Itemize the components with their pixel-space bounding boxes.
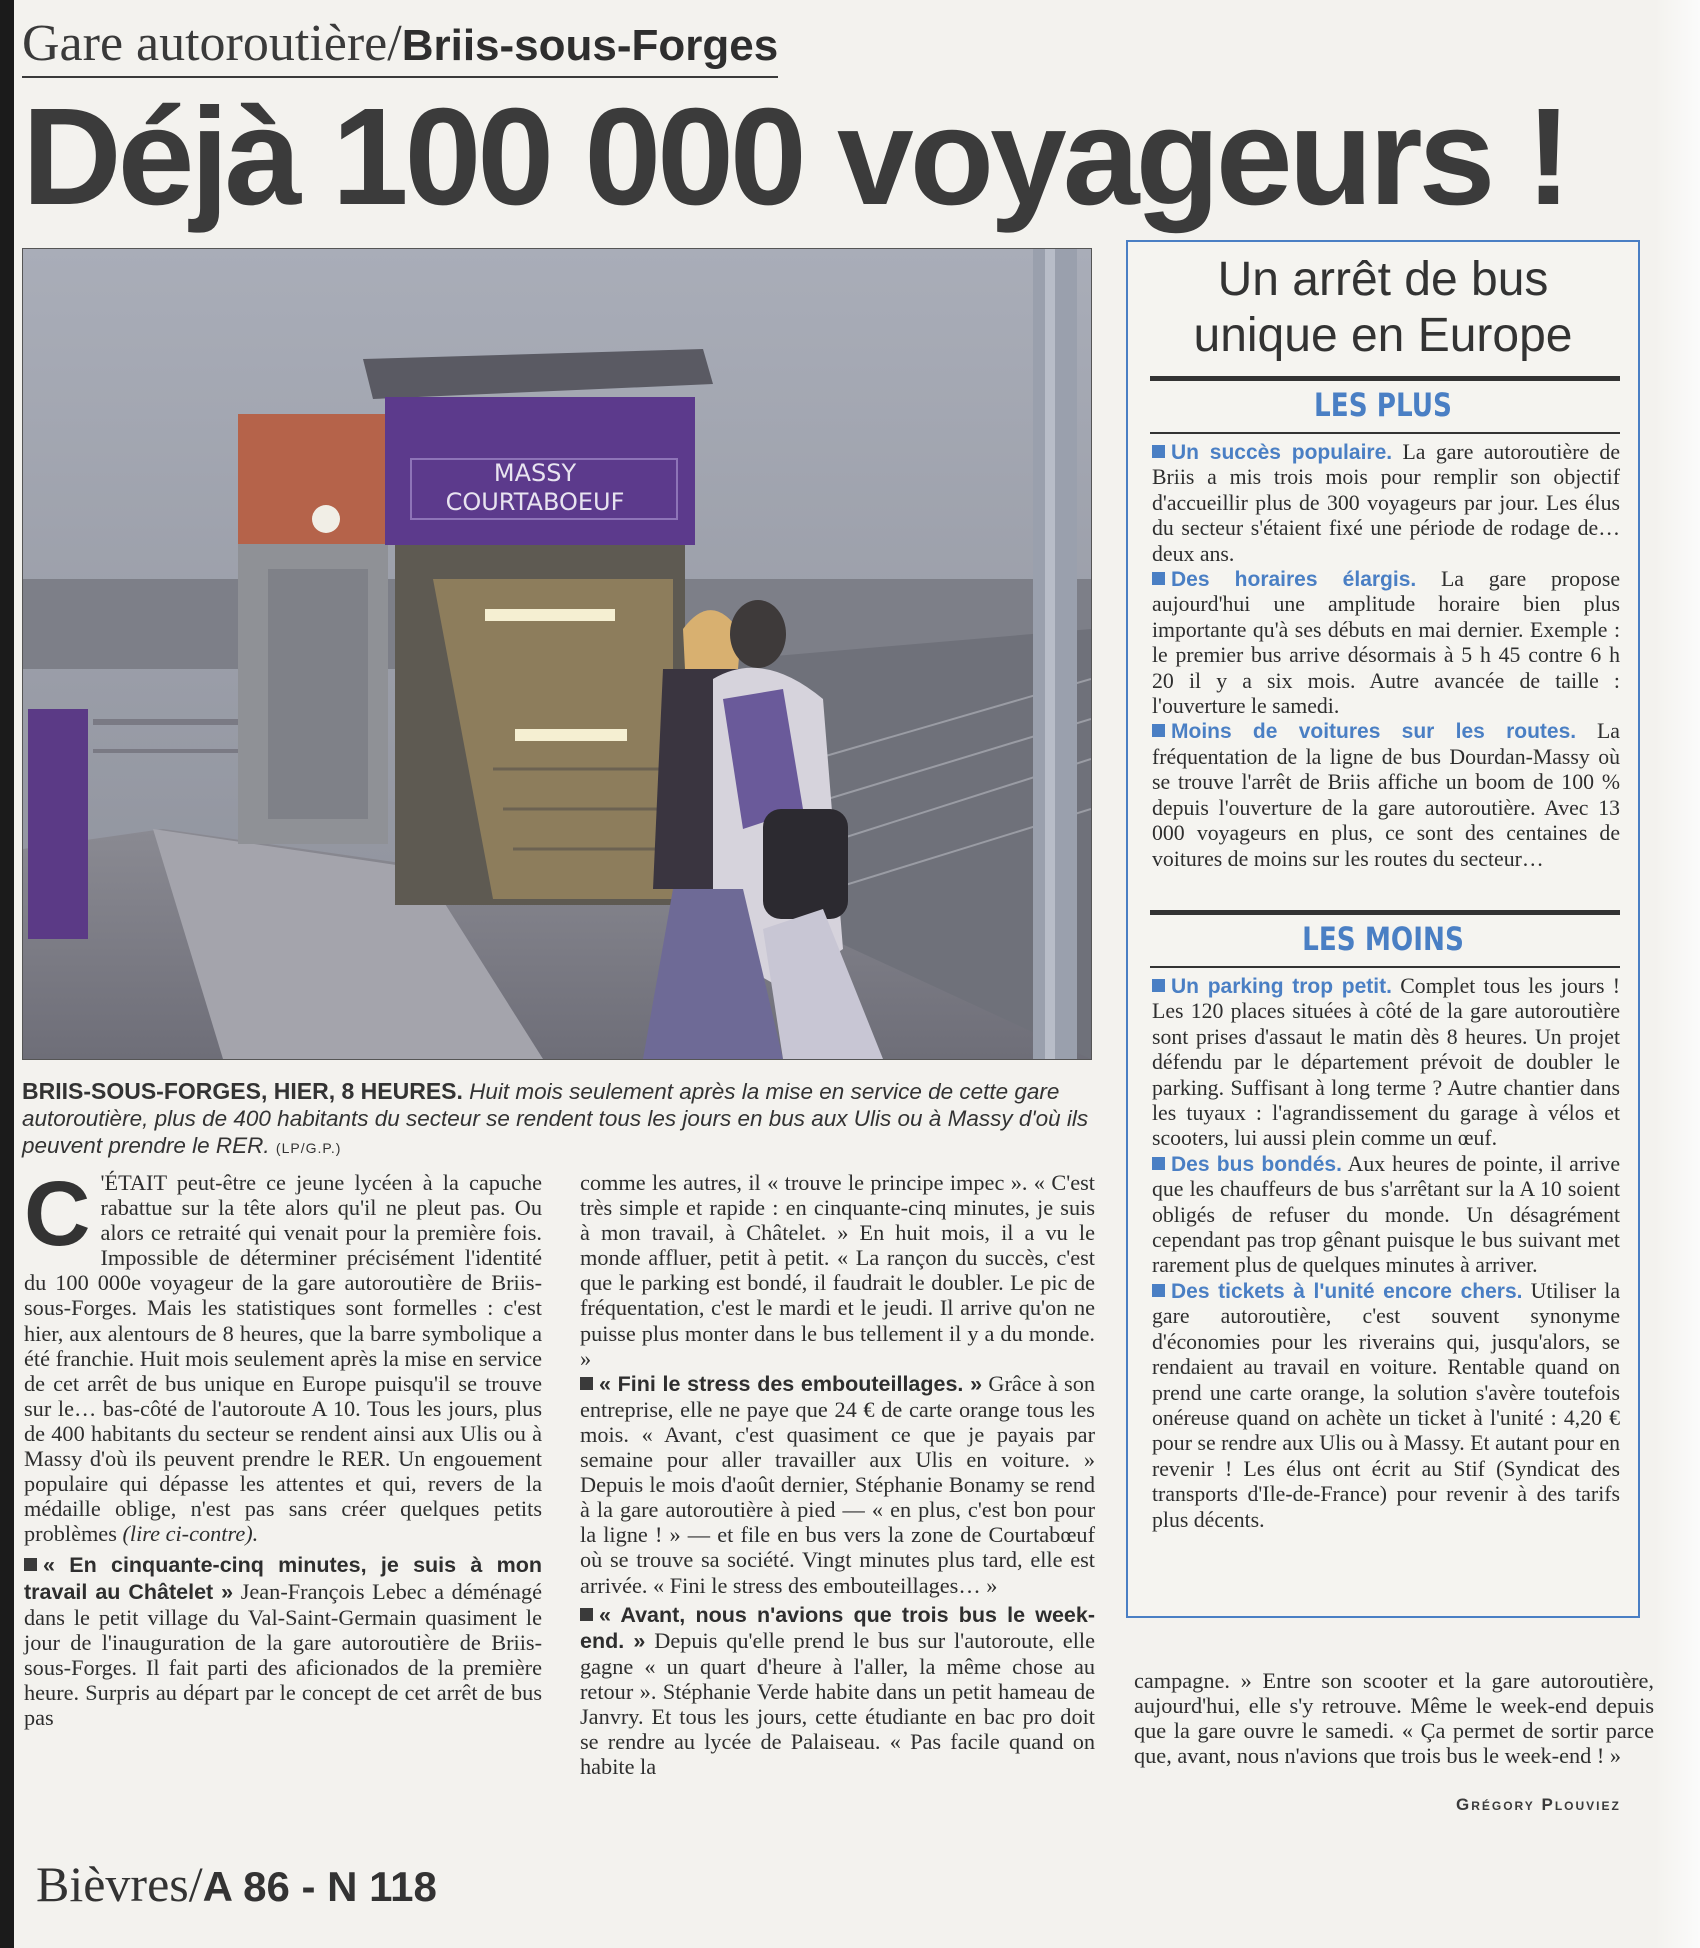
author-signature: Grégory Plouviez	[1456, 1795, 1621, 1814]
drop-cap: C	[24, 1163, 91, 1265]
plus-item-lead: Un succès populaire.	[1171, 441, 1393, 464]
paragraph-2	[580, 1371, 1095, 1598]
kicker-place: Briis-sous-Forges	[401, 21, 779, 70]
plus-item	[1152, 719, 1620, 871]
sidebar-title-line2: unique en Europe	[1193, 309, 1573, 362]
subhead-3: « Avant, nous n'avions que trois bus le week-end. »	[580, 1602, 1095, 1653]
sidebar-rule	[1150, 376, 1620, 381]
paragraph-2-text: Grâce à son entreprise, elle ne paye que 24 € de carte orange tous les mois. « Avant, c'est quasiment ce que je payais par semaine pour aller travailler aux Ulis en voiture. » Depuis le mois d'août dernier, Stéphanie Bonamy se rend à la gare autoroutière à pied — « en plus, c'est bon pour la ligne ! » — et file en bus vers la zone de Courtabœuf où se trouve sa société. Vingt minutes plus tard, elle est arrivée. « Fini le stress des embouteillages… »	[580, 1370, 1096, 1598]
minus-item	[1152, 1152, 1620, 1279]
article-intro	[24, 1163, 542, 1547]
paragraph-3	[580, 1602, 1095, 1780]
minus-list	[1152, 974, 1620, 1533]
plus-item	[1152, 567, 1620, 719]
square-bullet-icon	[1152, 724, 1165, 737]
headline: Déjà 100 000 voyageurs !	[22, 80, 1568, 234]
sidebar-box	[1126, 240, 1640, 1618]
square-bullet-icon	[1152, 979, 1165, 992]
square-bullet-icon	[1152, 1284, 1165, 1297]
plus-item-lead: Moins de voitures sur les routes.	[1171, 720, 1577, 744]
article-column-1	[24, 1163, 542, 1730]
sidebar-rule	[1150, 910, 1620, 915]
page-footer	[36, 1855, 437, 1913]
minus-item-lead: Des bus bondés.	[1171, 1152, 1342, 1176]
paragraph-1-text: Jean-François Lebec a déménagé dans le petit village du Val-Saint-Germain quasiment le jour de l'inauguration de la gare autoroutière de Briis-sous-Forges. Il fait parti des aficionados de la première heure. Surpris au départ par le concept de cet arrêt de bus pas	[24, 1578, 542, 1730]
sidebar-title	[1128, 252, 1638, 364]
article-column-3	[1134, 1668, 1654, 1768]
sign-line2: COURTABOEUF	[445, 488, 625, 516]
square-bullet-icon	[580, 1608, 593, 1621]
intro-crossref: (lire ci-contre).	[122, 1521, 259, 1547]
plus-item	[1152, 440, 1620, 567]
plus-list	[1152, 440, 1620, 872]
paragraph-3-continued: campagne. » Entre son scooter et la gare autoroutière, aujourd'hui, elle s'y retrouve. Même le week-end depuis que la gare ouvre le samedi. « Ça permet de sortir parce que, avant, nous n'avions que trois bus le week-end ! »	[1134, 1668, 1654, 1769]
minus-heading: LES MOINS	[1302, 920, 1464, 958]
minus-item-text: Utiliser la gare autoroutière, c'est souvent synonyme d'économies pour les riverains qui, jusqu'alors, se rendaient au travail en voiture. Rentable quand on prend une carte orange, la solution s'avère toutefois onéreuse quand on achète un ticket à l'unité : 4,20 € pour se rendre aux Ulis ou à Massy. Et autant pour en revenir ! Les élus ont écrit au Stif (Syndicat des transports d'Ile-de-France) pour revenir à des tarifs plus décents.	[1152, 1278, 1621, 1532]
article-photo	[22, 248, 1092, 1060]
minus-item-lead: Un parking trop petit.	[1171, 975, 1392, 998]
minus-item-text: Aux heures de pointe, il arrive que les chauffeurs de bus s'arrêtant sur la A 10 soient obligés de refuser du monde. Un désagrément cependant pas trop gênant puisque le bus suivant met rarement plus de quelques minutes à arriver.	[1152, 1151, 1620, 1278]
square-bullet-icon	[24, 1558, 37, 1571]
minus-item-text: Complet tous les jours ! Les 120 places situées à côté de la gare autoroutière sont prises d'assaut le matin dès 8 heures. Un projet défendu par le département prévoit de doubler le parking. Suffisant à long terme ? Autre chantier dans les tuyaux : l'agrandissement du garage à vélos et scooters, lui aussi plein comme un œuf.	[1152, 974, 1620, 1151]
kicker-section: Gare autoroutière/	[22, 15, 402, 72]
minus-item	[1152, 1279, 1620, 1533]
sign-line1: MASSY	[493, 459, 577, 487]
square-bullet-icon	[1152, 1157, 1165, 1170]
page-edge	[0, 0, 14, 1948]
intro-text: 'ÉTAIT peut-être ce jeune lycéen à la capuche rabattue sur la tête alors qu'il ne pleut pas. Ou alors ce retraité qui venait pour la première fois. Impossible de déterminer précisément l'identité du 100 000e voyageur de la gare autoroutière de Briis-sous-Forges. Mais les statistiques sont formelles : c'est hier, aux alentours de 8 heures, que la barre symbolique a été franchie. Huit mois seulement après la mise en service de cet arrêt de bus unique en Europe puisqu'il se trouve sur le… bas-côté de l'autoroute A 10. Tous les jours, plus de 400 habitants du secteur se rendent ainsi aux Ulis ou à Massy d'où ils peuvent prendre le RER. Un engouement populaire qui dépasse les attentes et qui, revers de la médaille oblige, n'est pas sans créer quelques petits problèmes	[24, 1170, 542, 1547]
paragraph-1-continued: comme les autres, il « trouve le principe impec ». « C'est très simple et rapide : en cinquante-cinq minutes, je suis à mon travail, à Châtelet. » En huit mois, il a vu le monde affluer, petit à petit. « La rançon du succès, c'est que le parking est bondé, il faudrait le doubler. Le pic de fréquentation, c'est le mardi et le jeudi. Il arrive qu'on ne puisse plus monter dans le bus tellement il y a du monde. »	[580, 1170, 1095, 1371]
plus-heading: LES PLUS	[1314, 386, 1452, 424]
minus-item-lead: Des tickets à l'unité encore chers.	[1171, 1279, 1523, 1303]
subhead-2: « Fini le stress des embouteillages. »	[599, 1371, 983, 1396]
paragraph-1	[24, 1552, 542, 1730]
kicker	[22, 14, 778, 78]
subhead-1: « En cinquante-cinq minutes, je suis à mon travail au Châtelet »	[24, 1553, 542, 1604]
plus-item-text: La fréquentation de la ligne de bus Dourdan-Massy où se trouve l'arrêt de Briis affiche un boom de 100 % depuis l'ouverture de la gare autoroutière. Avec 13 000 voyageurs en plus, ce sont des centaines de voitures de moins sur les routes du secteur…	[1152, 719, 1620, 871]
plus-item-text: La gare propose aujourd'hui une amplitude horaire bien plus importante qu'à ses débuts en mai dernier. Exemple : le premier bus arrive désormais à 5 h 45 contre 6 h 20 il y a six mois. Autre avancée de taille : l'ouverture le samedi.	[1152, 567, 1620, 719]
square-bullet-icon	[1152, 445, 1165, 458]
caption-lead: BRIIS-SOUS-FORGES, HIER, 8 HEURES.	[22, 1078, 463, 1104]
page-margin	[1655, 0, 1700, 1948]
paragraph-3-text: Depuis qu'elle prend le bus sur l'autoroute, elle gagne « un quart d'heure à l'aller, la même chose au retour ». Stéphanie Verde habite dans un petit hameau de Janvry. Et tous les jours, cette étudiante en bac pro doit se rendre au lycée de Palaiseau. « Pas facile quand on habite la	[580, 1627, 1095, 1780]
photo-caption	[22, 1078, 1092, 1162]
article-column-2	[580, 1170, 1095, 1779]
sidebar-rule	[1150, 966, 1620, 968]
sidebar-title-line1: Un arrêt de bus	[1217, 253, 1549, 306]
square-bullet-icon	[580, 1377, 593, 1390]
plus-item-text: La gare autoroutière de Briis a mis trois mois pour remplir son objectif d'accueillir plus de 300 voyageurs par jour. Les élus du secteur s'étaient fixé une période de rodage de… deux ans.	[1152, 440, 1621, 566]
caption-text: Huit mois seulement après la mise en service de cette gare autoroutière, plus de 400 habitants du secteur se rendent tous les jours en bus aux Ulis ou à Massy d'où ils peuvent prendre le RER.	[22, 1079, 1089, 1158]
sidebar-rule	[1150, 432, 1620, 434]
photo-credit: (LP/G.P.)	[275, 1140, 342, 1156]
minus-item	[1152, 974, 1620, 1152]
footer-region: Bièvres/	[36, 1856, 203, 1912]
plus-item-lead: Des horaires élargis.	[1171, 568, 1417, 592]
footer-roads: A 86 - N 118	[202, 1863, 437, 1910]
square-bullet-icon	[1152, 572, 1165, 585]
